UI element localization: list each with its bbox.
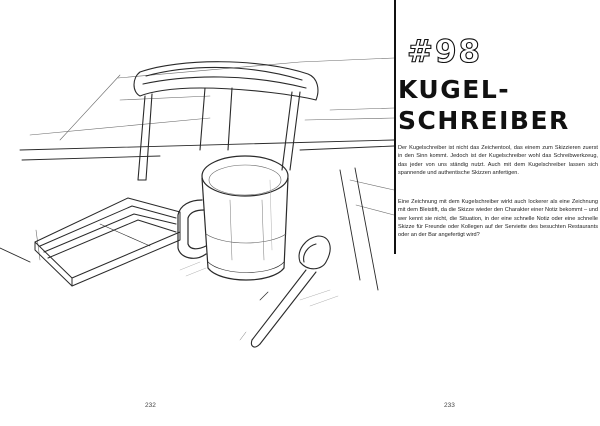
table: [0, 140, 394, 290]
page-number-right: 233: [444, 402, 455, 409]
chair: [134, 62, 318, 180]
body-paragraph-2: Eine Zeichnung mit dem Kugelschreiber wirkt auch lockerer als eine Zeichnung mit dem Bleistift, da die Skizze wieder den Charakter einer Notiz bekommt – und wer kennt sie nicht, die Situation, in der eine schnelle Notiz oder eine schnelle Skizze für Freunde oder Kollegen auf der Serviette des besuchten Restaurants oder an der Bar angefertigt wird?: [398, 199, 598, 239]
title-line-1: KUGEL-: [398, 75, 511, 104]
title-line-2: SCHREIBER: [398, 106, 570, 135]
book: [35, 198, 180, 286]
page-number-left: 232: [145, 402, 156, 409]
chapter-number: #98: [407, 34, 483, 70]
page-title: [398, 74, 598, 136]
body-paragraph-1: Der Kugelschreiber ist nicht das Zeichentool, das einem zum Skizzieren zuerst in den Sinn kommt. Jedoch ist der Kugelschreiber wohl das Schreibwerkzeug, das jeder von uns ständig nutzt. Auch mit dem Kugelschreiber lassen sich spannende und authentische Skizzen anfertigen.: [398, 145, 598, 176]
measuring-cup: [178, 156, 288, 280]
page-divider-line: [394, 0, 396, 254]
